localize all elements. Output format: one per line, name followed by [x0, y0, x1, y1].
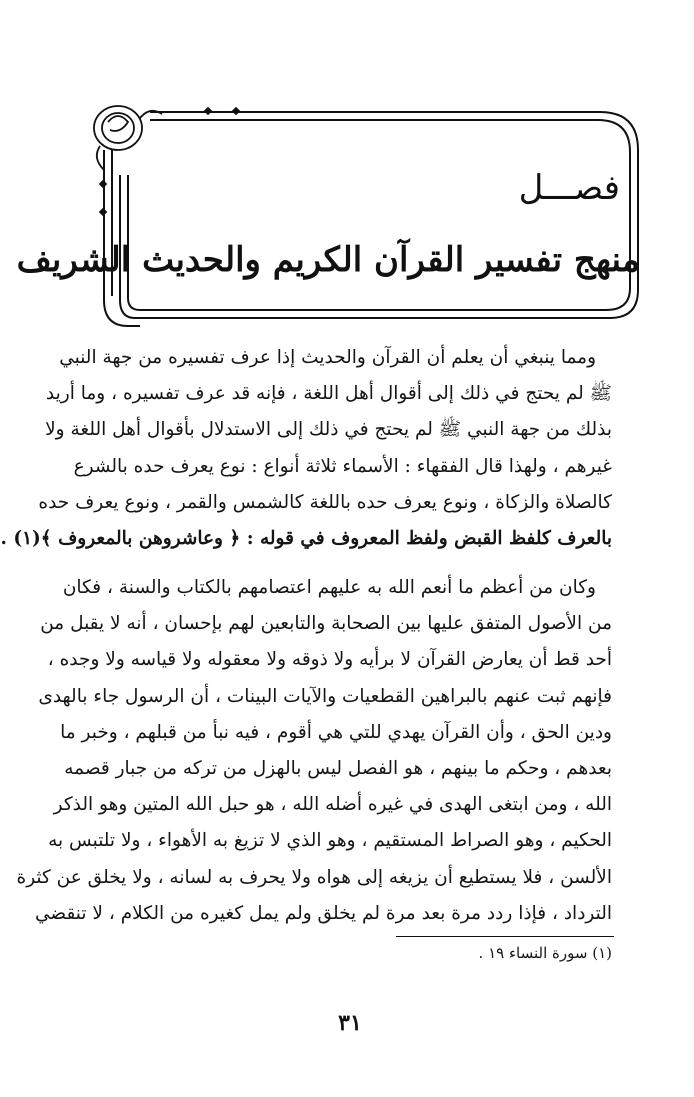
text-line: فإنهم ثبت عنهم بالبراهين القطعيات والآيات البينات ، أن الرسول جاء بالهدى — [38, 685, 612, 707]
footnote: (١) سورة النساء ١٩ . — [478, 944, 612, 962]
footnote-divider — [396, 936, 614, 937]
text-line: كالصلاة والزكاة ، ونوع يعرف حده باللغة كالشمس والقمر ، ونوع يعرف حده — [38, 491, 612, 513]
text-line: بعدهم ، وحكم ما بينهم ، هو الفصل ليس بالهزل من تركه من جبار قصمه — [64, 757, 612, 779]
text-line: ومما ينبغي أن يعلم أن القرآن والحديث إذا عرف تفسيره من جهة النبي — [59, 347, 596, 368]
text-line: الحكيم ، وهو الصراط المستقيم ، وهو الذي لا تزيغ به الأهواء ، ولا تلتبس به — [48, 830, 612, 852]
text-line: الألسن ، فلا يستطيع أن يزيغه إلى هواه ولا يحرف به لسانه ، ولا يخلق عن كثرة — [16, 866, 612, 888]
text-line: الترداد ، فإذا ردد مرة بعد مرة لم يخلق ولم يمل كغيره من الكلام ، لا تنقضي — [34, 902, 612, 924]
section-label: فصـــل — [518, 168, 620, 208]
text-line: ﷺ لم يحتج في ذلك إلى أقوال أهل اللغة ، فإنه قد عرف تفسيره ، وما أريد — [45, 383, 612, 405]
paragraph-2 — [16, 570, 612, 932]
text-line: الله ، ومن ابتغى الهدى في غيره أضله الله ، هو حبل الله المتين وهو الذكر — [53, 794, 612, 816]
text-line: بذلك من جهة النبي ﷺ لم يحتج في ذلك إلى الاستدلال بأقوال أهل اللغة ولا — [45, 419, 612, 441]
paragraph-1 — [0, 340, 612, 557]
text-line: وكان من أعظم ما أنعم الله به عليهم اعتصامهم بالكتاب والسنة ، فكان — [62, 577, 596, 598]
page-title: منهج تفسير القرآن الكريم والحديث الشريف — [16, 240, 640, 280]
text-line: من الأصول المتفق عليها بين الصحابة والتابعين لهم بإحسان ، أنه لا يقبل من — [40, 613, 612, 635]
page-number: ٣١ — [338, 1010, 362, 1036]
text-line: بالعرف كلفظ القبض ولفظ المعروف في قوله : ﴿ وعاشروهن بالمعروف ﴾(١) . — [0, 527, 612, 549]
text-line: غيرهم ، ولهذا قال الفقهاء : الأسماء ثلاثة أنواع : نوع يعرف حده بالشرع — [73, 455, 612, 477]
text-line: أحد قط أن يعارض القرآن لا برأيه ولا ذوقه ولا معقوله ولا قياسه ولا وجده ، — [47, 649, 612, 671]
text-line: ودين الحق ، وأن القرآن يهدي للتي هي أقوم ، فيه نبأ من قبلهم ، وخبر ما — [60, 721, 612, 743]
